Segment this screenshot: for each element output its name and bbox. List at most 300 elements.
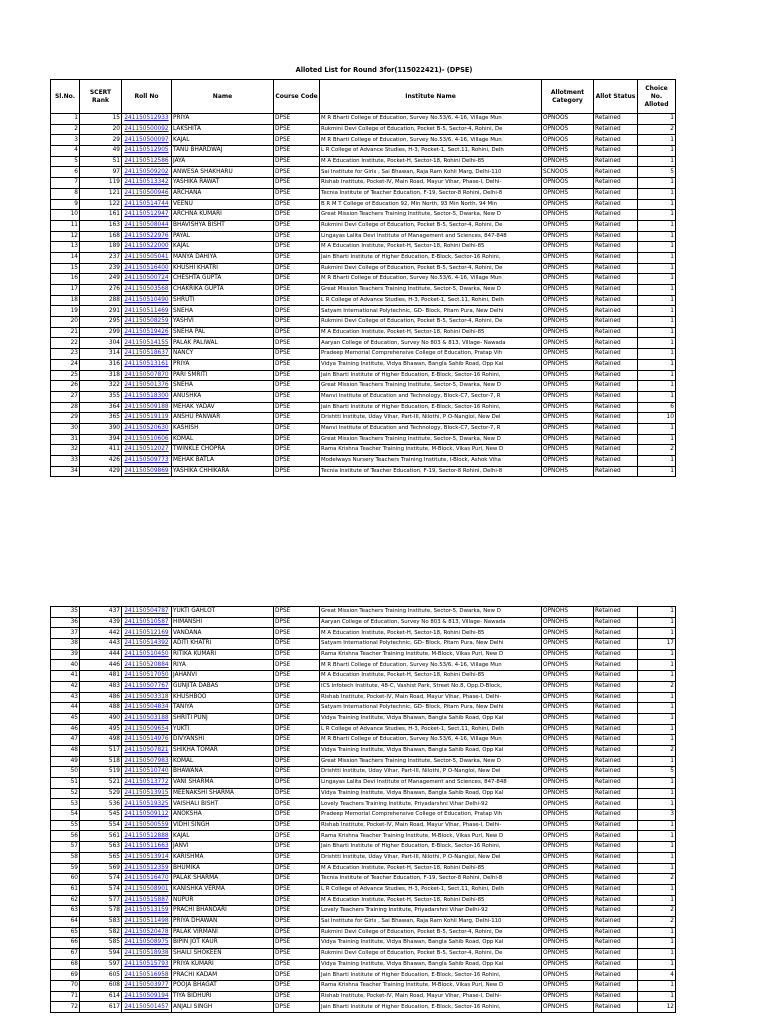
roll-no-link[interactable]: 241150510740 (122, 767, 172, 778)
header-slno: Sl.No. (51, 80, 80, 114)
roll-no-link[interactable]: 241150517050 (122, 671, 172, 682)
cell-name: PALAK SHARMA (172, 874, 274, 885)
cell-institute: Lingayas Lalita Devi Institute of Management and Sciences, 847-848 (320, 778, 542, 789)
table-row (51, 252, 676, 263)
roll-no-link[interactable]: 241150509654 (122, 724, 172, 735)
table-row (51, 874, 676, 885)
cell-choice-no: 1 (638, 274, 676, 285)
cell-name: YUKTI (172, 724, 274, 735)
roll-no-link[interactable]: 241150503977 (122, 981, 172, 992)
cell-scert-rank: 304 (80, 338, 122, 349)
roll-no-link[interactable]: 241150514155 (122, 338, 172, 349)
cell-institute: Satyam International Polytechnic, GD- Block, Pitam Pura, New Delhi (320, 703, 542, 714)
roll-no-link[interactable]: 241150503568 (122, 285, 172, 296)
cell-institute: Satyam International Polytechnic, GD- Block, Pitam Pura, New Delhi (320, 306, 542, 317)
roll-no-link[interactable]: 241150507821 (122, 745, 172, 756)
cell-scert-rank: 411 (80, 445, 122, 456)
cell-category: OPNOHS (542, 156, 594, 167)
roll-no-link[interactable]: 241150514744 (122, 199, 172, 210)
cell-scert-rank: 442 (80, 628, 122, 639)
cell-choice-no: 1 (638, 895, 676, 906)
cell-name: VEENU (172, 199, 274, 210)
cell-institute: M R Bharti College of Education, Survey No.53/6, 4-16, Village Mun (320, 660, 542, 671)
cell-scert-rank: 316 (80, 359, 122, 370)
cell-name: TWINKLE CHOPRA (172, 445, 274, 456)
cell-institute: Manvi Institute of Education and Technology, Block-C7, Sector-7, R (320, 391, 542, 402)
roll-no-link[interactable]: 241150508975 (122, 938, 172, 949)
cell-status: Retained (594, 692, 638, 703)
roll-no-link[interactable]: 241150501376 (122, 381, 172, 392)
cell-institute: Vidya Training Institute, Vidya Bhawan, Bangla Sahib Road, Opp Kal (320, 745, 542, 756)
cell-status: Retained (594, 306, 638, 317)
table-row (51, 456, 676, 467)
cell-choice-no: 6 (638, 402, 676, 413)
cell-institute: M R Bharti College of Education, Survey No.53/6, 4-16, Village Mun (320, 735, 542, 746)
cell-category: OPNOHS (542, 199, 594, 210)
cell-scert-rank: 161 (80, 210, 122, 221)
table-body-page-2 (51, 607, 676, 1013)
cell-status: Retained (594, 114, 638, 125)
roll-no-link[interactable]: 241150522000 (122, 242, 172, 253)
cell-name: TIYA BIDHURI (172, 991, 274, 1002)
cell-institute: Rukmini Devi College of Education, Pocket B-5, Sector-4, Rohini, De (320, 220, 542, 231)
cell-name: PRACHI BHANDARI (172, 906, 274, 917)
cell-status: Retained (594, 927, 638, 938)
table-row (51, 220, 676, 231)
cell-slno: 14 (51, 252, 80, 263)
cell-course-code: DPSE (274, 607, 320, 618)
cell-status: Retained (594, 188, 638, 199)
roll-no-link[interactable]: 241150516958 (122, 970, 172, 981)
table-row (51, 831, 676, 842)
roll-no-link[interactable]: 241150500946 (122, 188, 172, 199)
cell-category: OPNOHS (542, 649, 594, 660)
cell-institute: Satyam International Polytechnic, GD- Block, Pitam Pura, New Delhi (320, 639, 542, 650)
cell-category: OPNOHS (542, 810, 594, 821)
cell-scert-rank: 583 (80, 916, 122, 927)
cell-slno: 69 (51, 970, 80, 981)
roll-no-link[interactable]: 241150520630 (122, 423, 172, 434)
roll-no-link[interactable]: 241150513159 (122, 906, 172, 917)
cell-institute: Lovely Teachers Training Institute, Priyadarshni Vihar Delhi-92 (320, 906, 542, 917)
cell-status: Retained (594, 671, 638, 682)
cell-choice-no: 1 (638, 799, 676, 810)
cell-choice-no: 1 (638, 146, 676, 157)
cell-institute: M R Bharti College of Education, Survey No.53/6, 4-16, Village Mun (320, 135, 542, 146)
cell-course-code: DPSE (274, 199, 320, 210)
cell-scert-rank: 577 (80, 895, 122, 906)
cell-category: OPNOHS (542, 285, 594, 296)
roll-no-link[interactable]: 241150513915 (122, 788, 172, 799)
roll-no-link[interactable]: 241150507870 (122, 370, 172, 381)
cell-category: OPNOHS (542, 820, 594, 831)
cell-name: PRIYA DHAWAN (172, 916, 274, 927)
cell-category: OPNOHS (542, 413, 594, 424)
cell-status: Retained (594, 252, 638, 263)
cell-name: KAJAL (172, 135, 274, 146)
cell-scert-rank: 439 (80, 617, 122, 628)
cell-category: OPNOHS (542, 831, 594, 842)
cell-course-code: DPSE (274, 649, 320, 660)
cell-scert-rank: 486 (80, 692, 122, 703)
cell-scert-rank: 498 (80, 735, 122, 746)
cell-status: Retained (594, 607, 638, 618)
roll-no-link[interactable]: 241150509202 (122, 167, 172, 178)
cell-scert-rank: 483 (80, 681, 122, 692)
cell-choice-no: 1 (638, 285, 676, 296)
cell-choice-no: 1 (638, 692, 676, 703)
cell-scert-rank: 582 (80, 927, 122, 938)
cell-status: Retained (594, 959, 638, 970)
roll-no-link[interactable]: 241150511498 (122, 916, 172, 927)
cell-institute: Tecnia Institute of Teacher Education, F-19, Sector-8 Rohini, Delhi-8 (320, 874, 542, 885)
cell-course-code: DPSE (274, 981, 320, 992)
roll-no-link[interactable]: 241150512947 (122, 210, 172, 221)
cell-course-code: DPSE (274, 210, 320, 221)
roll-no-link[interactable]: 241150515887 (122, 895, 172, 906)
roll-no-link[interactable]: 241150522976 (122, 231, 172, 242)
cell-category: OPNOHS (542, 423, 594, 434)
cell-status: Retained (594, 703, 638, 714)
cell-choice-no: 1 (638, 991, 676, 1002)
cell-category: OPNOHS (542, 370, 594, 381)
roll-no-link[interactable]: 241150510450 (122, 649, 172, 660)
cell-institute: Great Mission Teachers Training Institute, Sector-5, Dwarka, New D (320, 607, 542, 618)
cell-scert-rank: 605 (80, 970, 122, 981)
cell-institute: Rama Krishna Teacher Training Institute, M-Block, Vikas Puri, New D (320, 831, 542, 842)
cell-scert-rank: 617 (80, 1002, 122, 1013)
table-row (51, 820, 676, 831)
cell-category: OPNOHS (542, 639, 594, 650)
table-row (51, 413, 676, 424)
cell-name: KASHISH (172, 423, 274, 434)
cell-name: MEENAKSHI SHARMA (172, 788, 274, 799)
table-row (51, 852, 676, 863)
cell-scert-rank: 295 (80, 317, 122, 328)
cell-scert-rank: 365 (80, 413, 122, 424)
cell-category: OPNOHS (542, 295, 594, 306)
cell-scert-rank: 121 (80, 188, 122, 199)
cell-institute: L R College of Advance Studies, H-3, Pocket-1, Sect.11, Rohini, Delh (320, 295, 542, 306)
roll-no-link[interactable]: 241150507983 (122, 756, 172, 767)
cell-slno: 32 (51, 445, 80, 456)
cell-category: OPNOHS (542, 327, 594, 338)
cell-status: Retained (594, 863, 638, 874)
cell-status: Retained (594, 178, 638, 189)
cell-name: BHUMIKA (172, 863, 274, 874)
roll-no-link[interactable]: 241150508259 (122, 317, 172, 328)
cell-institute: Vidya Training Institute, Vidya Bhawan, Bangla Sahib Road, Opp Kal (320, 959, 542, 970)
table-row (51, 391, 676, 402)
cell-course-code: DPSE (274, 628, 320, 639)
cell-category: OPNOHS (542, 692, 594, 703)
cell-course-code: DPSE (274, 949, 320, 960)
cell-choice-no: 1 (638, 381, 676, 392)
cell-category: OPNOHS (542, 628, 594, 639)
cell-course-code: DPSE (274, 788, 320, 799)
roll-no-link[interactable]: 241150509188 (122, 402, 172, 413)
cell-category: OPNOHS (542, 359, 594, 370)
roll-no-link[interactable]: 241150510606 (122, 434, 172, 445)
cell-scert-rank: 291 (80, 306, 122, 317)
cell-institute: Sai Institute for Girls , Sai Bhawan, Raja Ram Kohli Marg, Delhi-110 (320, 167, 542, 178)
roll-no-link[interactable]: 241150510490 (122, 295, 172, 306)
roll-no-link[interactable]: 241150512359 (122, 863, 172, 874)
table-row (51, 842, 676, 853)
cell-choice-no: 1 (638, 649, 676, 660)
roll-no-link[interactable]: 241150516470 (122, 874, 172, 885)
cell-name: YASHIKA CHHIKARA (172, 466, 274, 477)
cell-institute: Jain Bharti Institute of Higher Education, E-Block, Sector-16 Rohini, (320, 402, 542, 413)
roll-no-link[interactable]: 241150519119 (122, 413, 172, 424)
table-row (51, 660, 676, 671)
roll-no-link[interactable]: 241150508044 (122, 220, 172, 231)
roll-no-link[interactable]: 241150516400 (122, 263, 172, 274)
header-choice-no: Choice No. Alloted (638, 80, 676, 114)
cell-course-code: DPSE (274, 327, 320, 338)
cell-course-code: DPSE (274, 274, 320, 285)
cell-scert-rank: 355 (80, 391, 122, 402)
roll-no-link[interactable]: 241150519325 (122, 799, 172, 810)
cell-course-code: DPSE (274, 767, 320, 778)
cell-slno: 61 (51, 884, 80, 895)
table-row (51, 1002, 676, 1013)
cell-slno: 42 (51, 681, 80, 692)
roll-no-link[interactable]: 241150504834 (122, 703, 172, 714)
cell-slno: 51 (51, 778, 80, 789)
cell-choice-no: 1 (638, 842, 676, 853)
table-row (51, 735, 676, 746)
cell-slno: 31 (51, 434, 80, 445)
cell-category: OPNOHS (542, 306, 594, 317)
roll-no-link[interactable]: 241150518938 (122, 949, 172, 960)
cell-institute: Rama Krishna Teacher Training Institute, M-Block, Vikas Puri, New D (320, 649, 542, 660)
roll-no-link[interactable]: 241150509869 (122, 466, 172, 477)
cell-institute: Vidya Training Institute, Vidya Bhawan, Bangla Sahib Road, Opp Kal (320, 713, 542, 724)
table-row (51, 327, 676, 338)
table-row (51, 274, 676, 285)
cell-status: Retained (594, 874, 638, 885)
cell-scert-rank: 237 (80, 252, 122, 263)
roll-no-link[interactable]: 241150503318 (122, 692, 172, 703)
header-course-code: Course Code (274, 80, 320, 114)
table-row (51, 639, 676, 650)
cell-category: OPNOHS (542, 660, 594, 671)
cell-scert-rank: 189 (80, 242, 122, 253)
roll-no-link[interactable]: 241150513772 (122, 778, 172, 789)
cell-course-code: DPSE (274, 317, 320, 328)
roll-no-link[interactable]: 241150509112 (122, 810, 172, 821)
cell-status: Retained (594, 756, 638, 767)
cell-status: Retained (594, 413, 638, 424)
cell-status: Retained (594, 167, 638, 178)
cell-choice-no: 1 (638, 778, 676, 789)
cell-choice-no: 10 (638, 413, 676, 424)
cell-category: OPNOHS (542, 607, 594, 618)
cell-course-code: DPSE (274, 991, 320, 1002)
cell-status: Retained (594, 842, 638, 853)
cell-slno: 18 (51, 295, 80, 306)
roll-no-link[interactable]: 241150508901 (122, 884, 172, 895)
table-row (51, 445, 676, 456)
table-body-page-1 (51, 114, 676, 477)
cell-choice-no: 1 (638, 820, 676, 831)
cell-status: Retained (594, 981, 638, 992)
cell-course-code: DPSE (274, 820, 320, 831)
cell-category: OPNOHS (542, 991, 594, 1002)
roll-no-link[interactable]: 241150500724 (122, 274, 172, 285)
cell-course-code: DPSE (274, 423, 320, 434)
cell-status: Retained (594, 852, 638, 863)
roll-no-link[interactable]: 241150512586 (122, 156, 172, 167)
cell-scert-rank: 314 (80, 349, 122, 360)
table-row (51, 114, 676, 125)
header-scert-rank: SCERT Rank (80, 80, 122, 114)
roll-no-link[interactable]: 241150504787 (122, 607, 172, 618)
roll-no-link[interactable]: 241150513342 (122, 178, 172, 189)
cell-institute: Rukmini Devi College of Education, Pocket B-5, Sector-4, Rohini, De (320, 124, 542, 135)
header-allotment-category: Allotment Category (542, 80, 594, 114)
cell-status: Retained (594, 681, 638, 692)
roll-no-link[interactable]: 241150500559 (122, 820, 172, 831)
cell-choice-no: 1 (638, 231, 676, 242)
cell-slno: 5 (51, 156, 80, 167)
cell-name: KHUSHI KHATRI (172, 263, 274, 274)
cell-status: Retained (594, 327, 638, 338)
cell-slno: 16 (51, 274, 80, 285)
roll-no-link[interactable]: 241150519426 (122, 327, 172, 338)
roll-no-link[interactable]: 241150509773 (122, 456, 172, 467)
cell-name: MANYA DAHIYA (172, 252, 274, 263)
cell-category: OPNOHS (542, 724, 594, 735)
roll-no-link[interactable]: 241150520884 (122, 660, 172, 671)
roll-no-link[interactable]: 241150500097 (122, 135, 172, 146)
roll-no-link[interactable]: 241150511663 (122, 842, 172, 853)
cell-choice-no: 1 (638, 660, 676, 671)
table-row (51, 295, 676, 306)
cell-institute: Rukmini Devi College of Education, Pocket B-5, Sector-4, Rohini, De (320, 949, 542, 960)
cell-slno: 4 (51, 146, 80, 157)
cell-category: OPNOHS (542, 188, 594, 199)
cell-scert-rank: 517 (80, 745, 122, 756)
cell-slno: 38 (51, 639, 80, 650)
cell-slno: 23 (51, 349, 80, 360)
roll-no-link[interactable]: 241150514976 (122, 735, 172, 746)
table-row (51, 402, 676, 413)
cell-scert-rank: 390 (80, 423, 122, 434)
roll-no-link[interactable]: 241150513914 (122, 852, 172, 863)
cell-category: OPNOHS (542, 391, 594, 402)
cell-choice-no: 1 (638, 295, 676, 306)
cell-scert-rank: 20 (80, 124, 122, 135)
roll-no-link[interactable]: 241150503188 (122, 713, 172, 724)
cell-slno: 1 (51, 114, 80, 125)
cell-status: Retained (594, 295, 638, 306)
roll-no-link[interactable]: 241150512169 (122, 628, 172, 639)
cell-scert-rank: 545 (80, 810, 122, 821)
cell-slno: 39 (51, 649, 80, 660)
cell-scert-rank: 554 (80, 820, 122, 831)
roll-no-link[interactable]: 241150500092 (122, 124, 172, 135)
roll-no-link[interactable]: 241150512027 (122, 445, 172, 456)
cell-institute: Vidya Training Institute, Vidya Bhawan, Bangla Sahib Road, Opp Kal (320, 938, 542, 949)
roll-no-link[interactable]: 241150512905 (122, 146, 172, 157)
cell-name: KOMAL (172, 434, 274, 445)
cell-slno: 43 (51, 692, 80, 703)
cell-choice-no: 1 (638, 210, 676, 221)
cell-slno: 3 (51, 135, 80, 146)
header-institute-name: Institute Name (320, 80, 542, 114)
cell-name: PRIYA KUMARI (172, 959, 274, 970)
cell-slno: 46 (51, 724, 80, 735)
roll-no-link[interactable]: 241150505041 (122, 252, 172, 263)
table-row (51, 810, 676, 821)
cell-institute: Tecnia Institute of Teacher Education, F-19, Sector-8 Rohini, Delhi-8 (320, 188, 542, 199)
cell-choice-no: 1 (638, 349, 676, 360)
cell-course-code: DPSE (274, 959, 320, 970)
cell-choice-no: 2 (638, 916, 676, 927)
cell-slno: 34 (51, 466, 80, 477)
roll-no-link[interactable]: 241150512933 (122, 114, 172, 125)
cell-slno: 26 (51, 381, 80, 392)
cell-slno: 13 (51, 242, 80, 253)
table-row (51, 263, 676, 274)
table-row (51, 959, 676, 970)
roll-no-link[interactable]: 241150518300 (122, 391, 172, 402)
table-row (51, 135, 676, 146)
cell-choice-no: 1 (638, 317, 676, 328)
table-row (51, 949, 676, 960)
cell-slno: 10 (51, 210, 80, 221)
cell-institute: Jain Bharti Institute of Higher Education, E-Block, Sector-16 Rohini, (320, 1002, 542, 1013)
roll-no-link[interactable]: 241150515793 (122, 959, 172, 970)
roll-no-link[interactable]: 241150513161 (122, 359, 172, 370)
cell-name: SHAILI SHOKEEN (172, 949, 274, 960)
cell-course-code: DPSE (274, 242, 320, 253)
cell-category: OPNOHS (542, 210, 594, 221)
cell-scert-rank: 574 (80, 874, 122, 885)
roll-no-link[interactable]: 241150501457 (122, 1002, 172, 1013)
cell-choice-no: 1 (638, 188, 676, 199)
cell-category: OPNOHS (542, 949, 594, 960)
cell-choice-no: 1 (638, 456, 676, 467)
roll-no-link[interactable]: 241150520478 (122, 927, 172, 938)
cell-category: OPNOHS (542, 959, 594, 970)
roll-no-link[interactable]: 241150511469 (122, 306, 172, 317)
roll-no-link[interactable]: 241150514392 (122, 639, 172, 650)
roll-no-link[interactable]: 241150509194 (122, 991, 172, 1002)
table-row (51, 188, 676, 199)
table-row (51, 381, 676, 392)
cell-status: Retained (594, 617, 638, 628)
roll-no-link[interactable]: 241150507767 (122, 681, 172, 692)
cell-slno: 45 (51, 713, 80, 724)
cell-category: OPNOHS (542, 1002, 594, 1013)
cell-scert-rank: 51 (80, 156, 122, 167)
cell-slno: 28 (51, 402, 80, 413)
roll-no-link[interactable]: 241150512888 (122, 831, 172, 842)
roll-no-link[interactable]: 241150510587 (122, 617, 172, 628)
cell-institute: B R M T College of Education 92, Min North, 93 Min North, 94 Min (320, 199, 542, 210)
cell-name: BIPIN JOT KAUR (172, 938, 274, 949)
cell-institute: M A Education Institute, Pocket-H, Sector-18, Rohini Delhi-85 (320, 156, 542, 167)
cell-institute: Jain Bharti Institute of Higher Education, E-Block, Sector-16 Rohini, (320, 842, 542, 853)
cell-choice-no: 1 (638, 671, 676, 682)
cell-status: Retained (594, 146, 638, 157)
cell-slno: 15 (51, 263, 80, 274)
roll-no-link[interactable]: 241150518637 (122, 349, 172, 360)
cell-course-code: DPSE (274, 884, 320, 895)
